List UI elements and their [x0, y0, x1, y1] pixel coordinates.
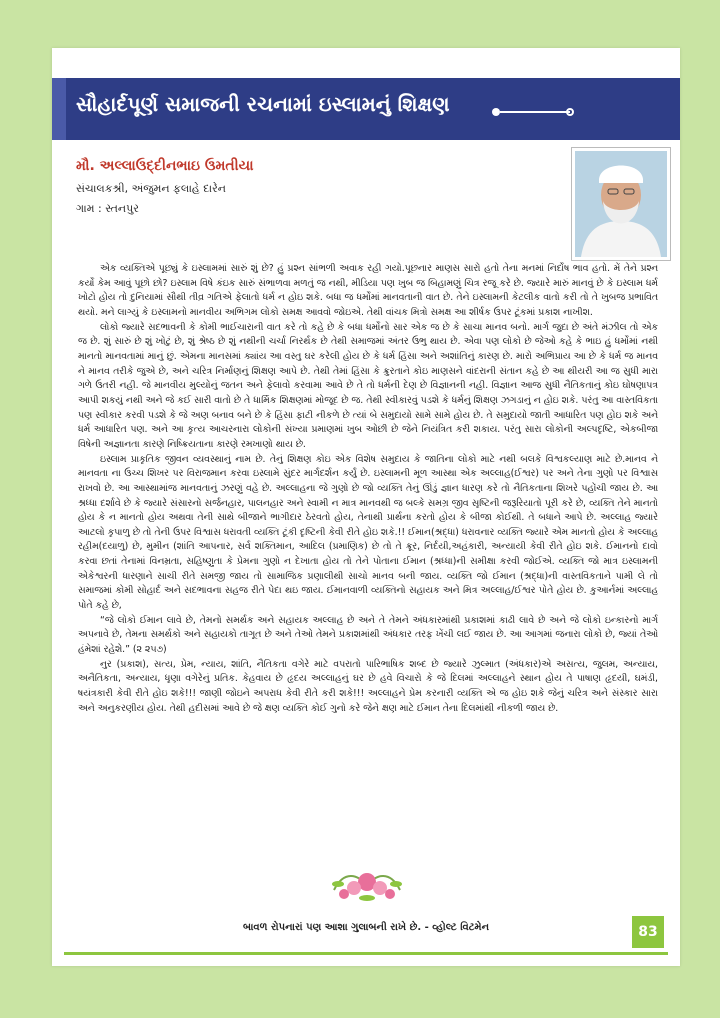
footer-divider: [64, 952, 668, 955]
article-body: [78, 262, 658, 716]
page-number: 83: [632, 916, 664, 948]
article-title: સૌહાર્દપૂર્ણ સમાજની રચનામાં ઇસ્લામનું શિક્ષણ: [76, 92, 450, 116]
magazine-page: [52, 48, 680, 966]
closing-paragraph: નુર (પ્રકાશ), સત્ય, પ્રેમ, ન્યાય, શાંતિ, નૈતિકતા વગેરે માટે વપરાતો પારિભાષિક શબ્દ છે જ્યારે ઝુલ્માત (અંધકાર)એ અસત્ય, જુલમ, અન્યાય, અનૈતિકતા, અન્યાય, ધૃણા વગેરેનું પ્રતિક. કેહવાય છે હૃદય અલ્લાહનું ઘર છે હવે વિચારો કે જે દિલમાં અલ્લાહને સ્થાન હોય તે પાષાણ હૃદયી, ઘમંડી, ષયંત્રકારી કેવી રીતે હોઇ શકે!!! જાણી જોઇને અપરાધ કેવી રીતે કરી શકે!!! અલ્લાહને પ્રેમ કરનારી વ્યક્તિ એ જ હોઇ શકે જેનું ચરિત્ર અને સંસ્કાર સારા અને અનુકરણીય હોય. તેથી હદીસમાં આવે છે જે ક્ષણ વ્યક્તિ કોઈ ગુનો કરે જેને ક્ષણ માટે ઈમાન તેના દિલમાંથી નીકળી જાય છે.: [78, 658, 658, 714]
quran-quote: “જે લોકો ઈમાન લાવે છે, તેમનો સમર્થક અને સહાયક અલ્લાહ છે અને તે તેમને અંધકારમાંથી પ્રકાશમાં કાઢી લાવે છે અને જે લોકો ઇન્કારનો માર્ગ અપનાવે છે, તેમના સમર્થકો અને સહાયકો તાગૂત છે અને તેઓ તેમને પ્રકાશમાંથી અંધકાર તરફ ખેંચી લઈ જાય છે. આ આગમાં જનારા લોકો છે, જ્યાં તેઓ હંમેશાં રહેશે.” (૨ ૨૫૭): [78, 614, 658, 656]
author-name: મૌ. અલ્લાઉદ્દીનભાઇ ઉમતીયા: [76, 158, 254, 174]
paragraph-3: ઇસ્લામ પ્રાકૃતિક જીવન વ્યવસ્થાનું નામ છે. તેનું શિક્ષણ કોઇ એક વિશેષ સમુદાય કે જાતિના લોકો માટે નથી બલકે વિશ્વકલ્યાણ માટે છે.માનવ ને માનવતા ના ઉચ્ચ શિખર પર વિરાજમાન કરવા ઇસ્લામે સુંદર માર્ગદર્શન કર્યું છે. ઇસ્લામની મૂળ આસ્થા એક અલ્લાહ(ઈશ્વર) પર અને તેના ગુણો પર વિશ્વાસ રાખવો છે. આ આસ્થામાંજ માનવતાનું ઝરણું વહે છે. અલ્લાહના જે ગુણો છે જો વ્યક્તિ તેનું ઊંડું જ્ઞાન ધારણ કરે તો નૈતિકતાના શિખરે પહોંચી જાય છે. આ શ્રધ્ધા દર્શાવે છે કે જ્યારે સંસારનો સર્જનહાર, પાલનહાર અને સ્વામી ન માત્ર માનવથી જ બલ્કે સમગ્ર જીવ સૃષ્ટિની જરૂરિયાતો પૂરી કરે છે, વ્યક્તિ તેને માનતો હોય કે ન માનતો હોય અથવા તેની સાથે બીજાને ભાગીદાર ઠેરવતો હોય, તેનાથી પ્રાર્થના કરતો હોય કે બીજા કોઈથી. તે બધાને આપે છે. અલ્લાહ જ્યારે આટલો કૃપાળુ છે તો તેની ઉપર વિશ્વાસ ધરાવતી વ્યક્તિ ટૂંકી દૃષ્ટિની કેવી રીતે હોઇ શકે.!! ઈમાન(શ્રદ્ધા) ધરાવનાર વ્યક્તિ જ્યારે એમ માનતો હોય કે અલ્લાહ રહીમ(દયાળુ) છે, મુમીન (શાંતિ આપનાર, સર્વ શક્તિમાન, આદિલ (પ્રમાણિક) છે તો તે ક્રૂર, નિર્દયી,અહંકારી, અન્યાયી કેવી રીતે હોઇ શકે. ઈમાનનો દાવો કરવા છતાં તેનામાં વિનમ્રતા, સહિષ્ણુતા કે પ્રેમના ગુણો ન દેખાતા હોય તો તેને પોતાના ઈમાન (શ્રધ્ધા)ની સમીક્ષા કરવી જોઈએ. વ્યક્તિ જો માત્ર ઇસ્લામની એકેશ્વરની ધારણાને સાચી રીતે સમજી જાય તો સામાજિક પ્રણાલીથી સાચો માનવ બની જાય. વ્યક્તિ જો ઈમાન (શ્રદ્ધા)ની વાસ્તવિકતાને પામી લે તો સમાજમાં કોમી સોહાર્દ અને સદભાવના સહજ રીતે પેદા થઇ જાય. ઈમાનવાળી વ્યક્તિનો સહાયક અને મિત્ર અલ્લાહ/ઈશ્વર પોતે હોય છે. કુઆર્નમાં અલ્લાહ પોતે કહે છે,: [78, 453, 658, 612]
banner-accent: [52, 78, 66, 140]
author-role: સંચાલકશ્રી, અંજુમન ફલાહે દારેન: [76, 182, 226, 195]
paragraph-2: લોકો જ્યારે સદભાવની કે કોમી ભાઈચારાની વાત કરે તો કહે છે કે બધા ધર્મોનો સાર એક જ છે કે સાચા માનવ બનો. માર્ગ જુદા છે અંતે મંઝીલ તો એક જ છે. શું સારું છે શું ખોટું છે, શું શ્રેષ્ઠ છે શું નથીની ચર્ચા નિરર્થક છે તેથી સમાજમાં અંતર ઉભુ થાય છે. એવા પણ લોકો છે જેઓ કહે કે ભાઇ હું ધર્મોમાં નથી માનતો માનવતામાં માનું છું. એમના માનસમાં ક્યાંય આ વસ્તુ ઘર કરેલી હોય છે કે ધર્મ હિંસા અને અશાંતિનું કારણ છે. મારો અભિપ્રાય આ છે કે ધર્મ જ માનવ ને માનવ તરીકે જુએ છે, અને ચરિત્ર નિર્માણનું શિક્ષણ આપે છે. તેથી તેમાં હિંસા કે ક્રુરતાને કોઇ માણસને વાંદરાની સંતાન કહે છે આ થીયરી આ જ સુધી મારા ગળે ઉતરી નહી. જે માનવીય મુલ્યોનું જતન અને ફેલાવો કરવામા આવે છે તે તો ધર્મની દેણ છે વિજ્ઞાનની નહી. વિજ્ઞાન આજ સુધી નૈતિકતાનું કોઇ ઘોષણાપત્ર આપી શકયું નથી અને જે કઈ સારી વાતો છે તે ધાર્મિક શિક્ષણમાં મોજૂદ છે જ. તેથી સ્વીકારવું પડશે કે ધર્મનું શિક્ષણ ઝગડાનું ન હોઇ શકે. પરંતુ આ વાસ્તવિકતા પણ સ્વીકાર કરવી પડશે કે જે અણ બનાવ બને છે કે હિંસા ફાટી નીકળે છે ત્યાં બે સમુદાયો સામે સામે હોય છે. તે સમુદાયો જાતી આધારિત પણ હોઇ શકે અને ધર્મ આધારિત પણ. અને આ કૃત્ય આચરનારા લોકોની સંખ્યા પ્રમાણમાં ખુબ ઓછી છે જેને નિયંત્રિત કરી શકાય. પરંતુ સારા લોકોની અલ્પદૃષ્ટિ, એકબીજા વિષેની અજ્ઞાનતા કારણે નિષ્ક્રિયતાના કારણે રમખાણો થાય છે.: [78, 321, 658, 450]
author-place: ગામ : સ્તનપુર: [76, 202, 139, 215]
title-banner: [52, 78, 680, 140]
flower-ornament-icon: [324, 860, 410, 908]
author-portrait-icon: [575, 151, 667, 257]
author-photo: [572, 148, 670, 260]
paragraph-1: એક વ્યક્તિએ પૂછ્યું કે ઇસ્લામમાં સારું શું છે? હું પ્રશ્ન સાંભળી અવાક રહી ગયો.પૂછનાર માણસ સારો હતો તેના મનમાં નિર્દોષ ભાવ હતો. મેં તેને પ્રશ્ન કર્યો કેમ આવું પૂછો છો? ઇસ્લામ વિષે કંઇક સારું સંભાળવા મળતું જ નથી, મીડિયા પણ ખુબ જ બિહામણું ચિત્ર રજૂ કરે છે. જ્યારે મારું માનવું છે કે ઇસ્લામ ધર્મ ખોટો હોય તો દુનિયામાં સૌથી તીવ્ર ગતિએ ફેલાતો ધર્મ ન હોઇ શકે. બધા જ ધર્મોમાં માનવતાની વાત છે. તેને ઇસ્લામની કેટલીક વાતો કરી તો તે ખુબજ પ્રભાવિત થયો. મને લાગ્યું કે ઇસ્લામનો માનવીય અભિગમ લોકો સમક્ષ આવવો જોઇએ. તેથી વાંચક મિત્રો સમક્ષ આ શીર્ષક ઉપર ટૂંકમાં પ્રકાશ નાખીશ.: [78, 263, 658, 318]
footer-quote: બાવળ રોપનારાં પણ આશા ગુલાબની રાખે છે. - વ્હોલ્ટ વિટમેન: [242, 922, 490, 933]
title-decoration: [500, 111, 570, 113]
